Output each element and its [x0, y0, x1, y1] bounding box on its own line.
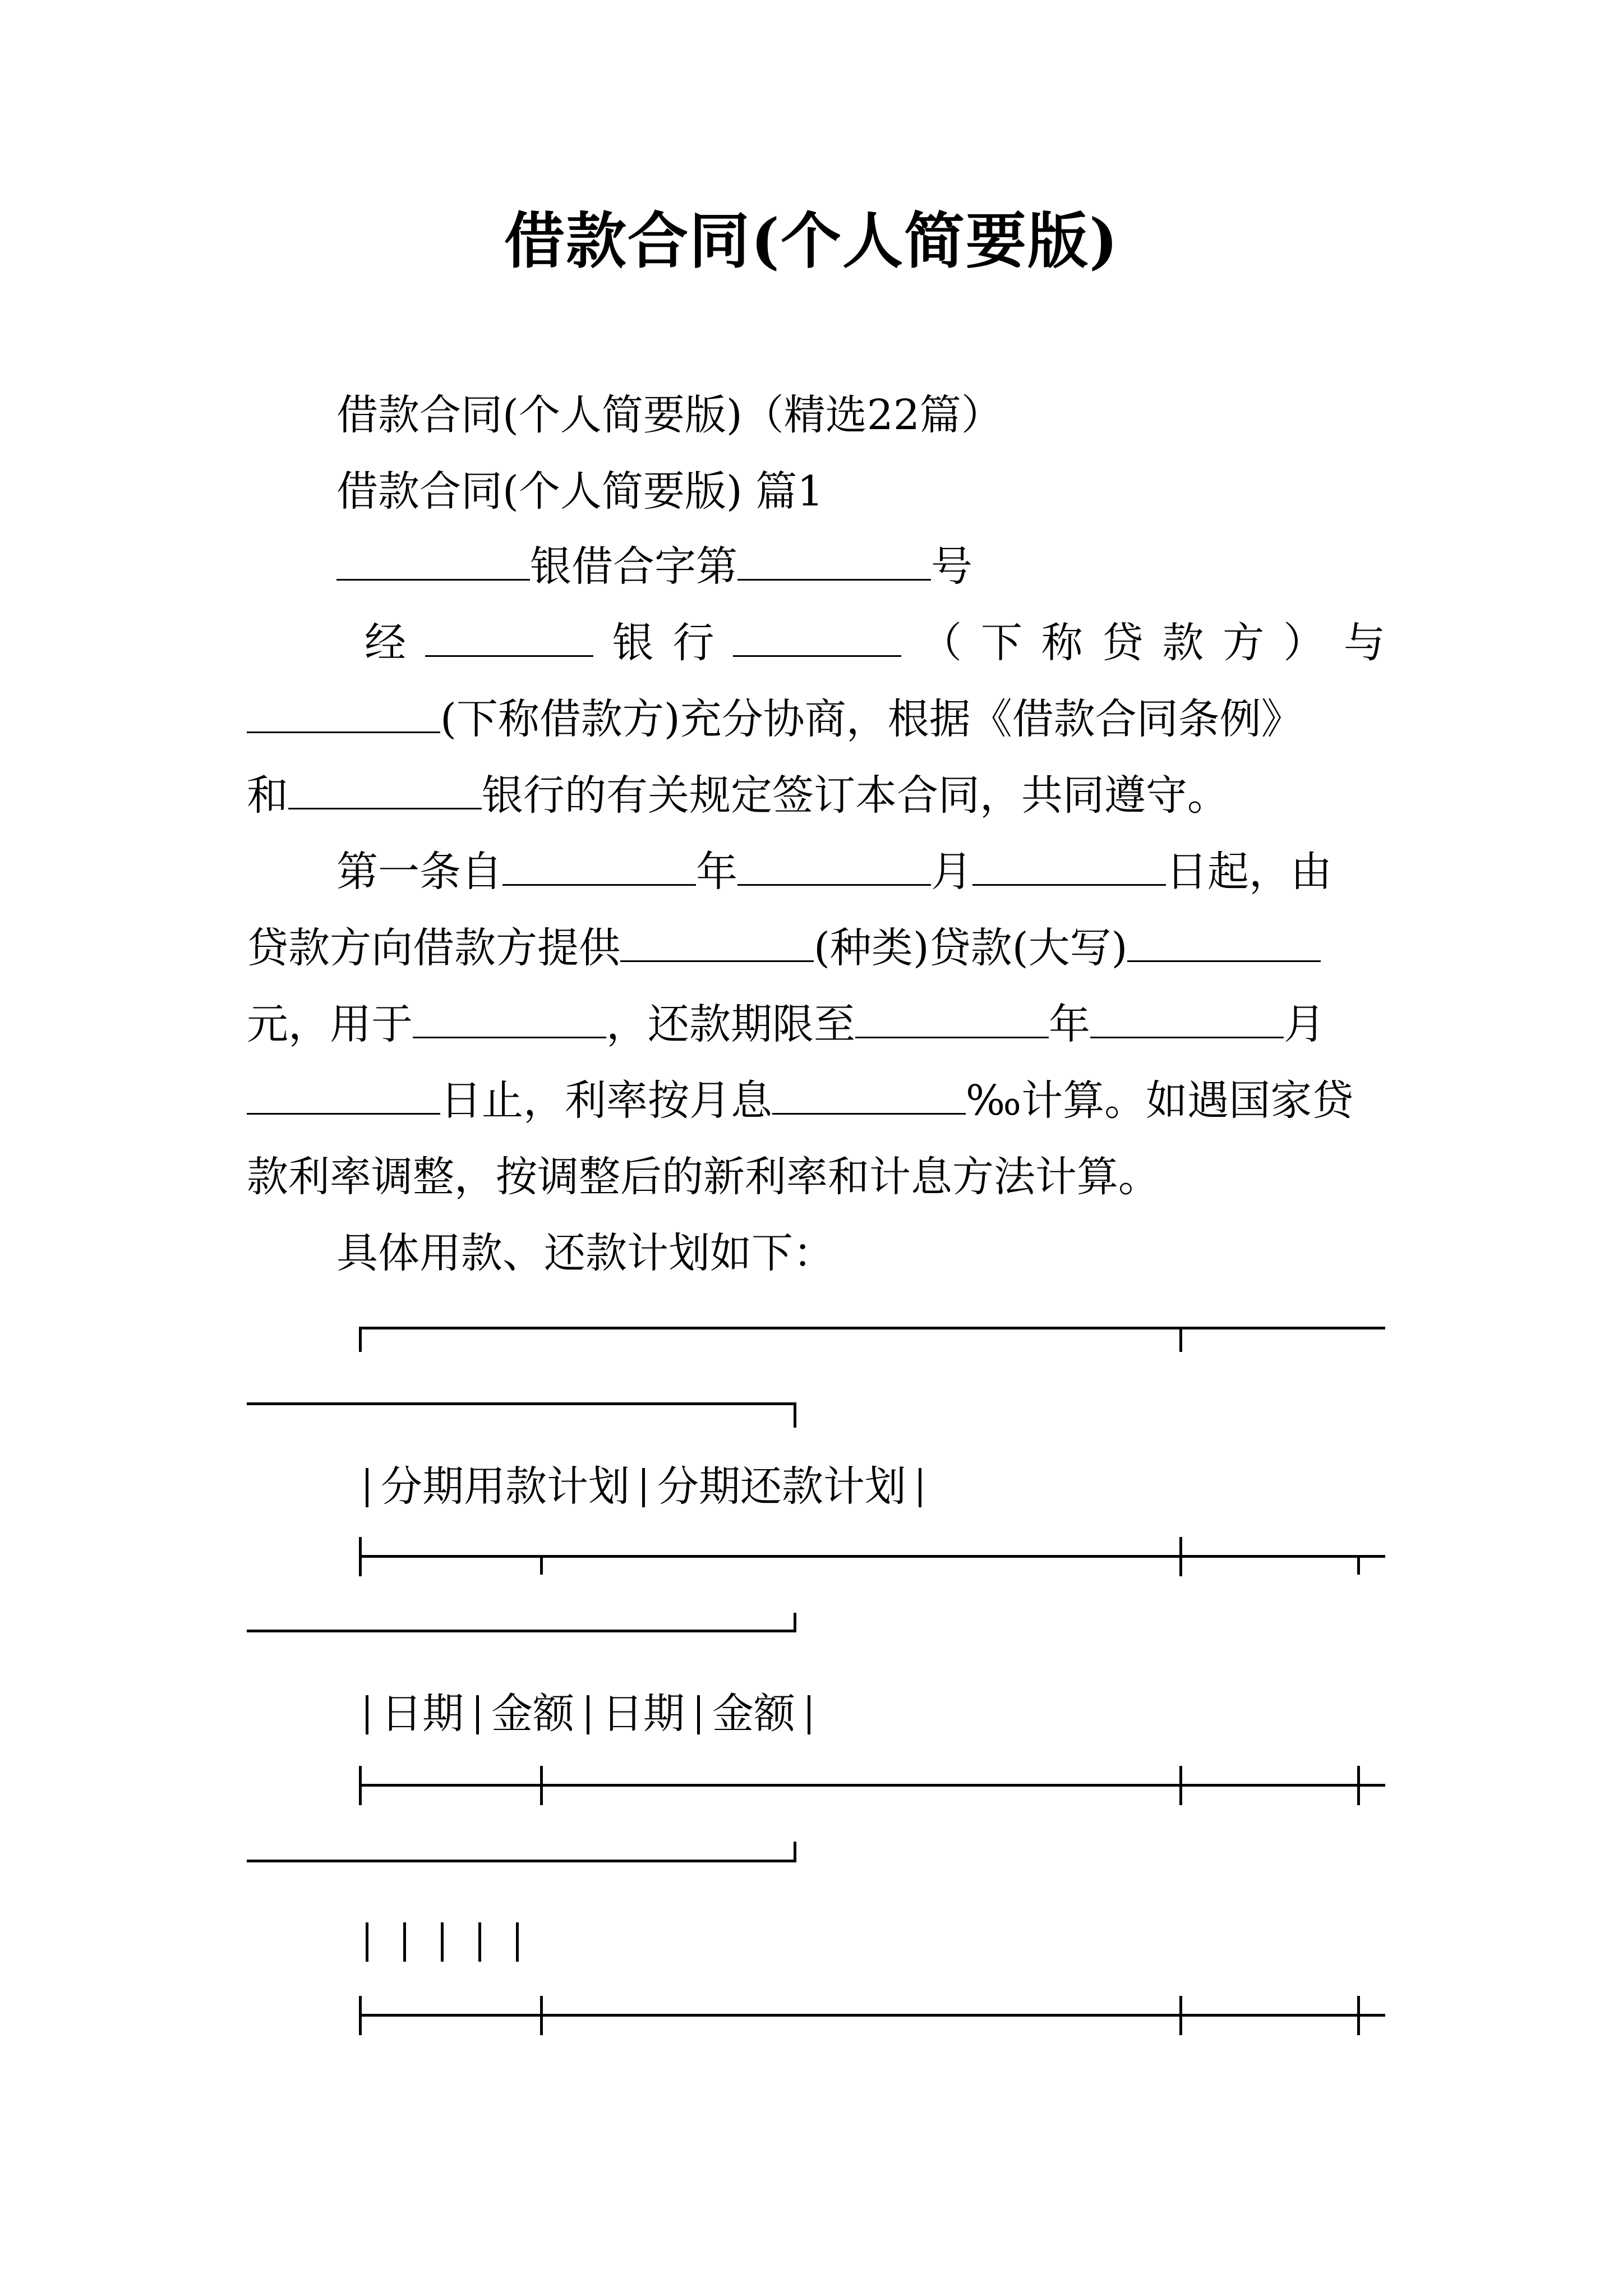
table-border-line [1357, 1555, 1360, 1575]
text-char: （ [920, 619, 962, 667]
article1-text: ，还款期限至 [606, 1000, 855, 1048]
text-char: 行 [672, 619, 714, 667]
article1-text: 年 [696, 848, 737, 896]
table-border-line [359, 1537, 362, 1576]
blank-field [247, 698, 440, 733]
table-row [353, 1458, 934, 1515]
blank-field [336, 545, 530, 581]
article1-text: 元，用于 [247, 1000, 413, 1048]
table-header-cell: 分期用款计划 [381, 1462, 630, 1511]
table-border-line [1179, 1766, 1182, 1805]
table-border-line [247, 1402, 796, 1405]
table-header-cell: 金额 [712, 1690, 795, 1738]
table-border-line [359, 1555, 1385, 1558]
table-header-cell: 分期还款计划 [657, 1462, 906, 1511]
chapter-heading: 借款合同(个人简要版) 篇1 [336, 467, 824, 516]
article1-text: (种类)贷款(大写) [814, 924, 1128, 972]
blank-field [1090, 1003, 1284, 1038]
text-char: 下 [980, 619, 1022, 667]
contract-number-line [336, 539, 972, 595]
table-header-cell: 金额 [491, 1690, 574, 1738]
table-border-line [247, 1860, 796, 1862]
article1-text: 月 [931, 848, 972, 896]
blank-field [737, 850, 931, 886]
article1-text: 年 [1049, 1000, 1090, 1048]
blank-field [733, 622, 901, 657]
text-char: 贷 [1101, 619, 1144, 667]
table-border-line [247, 1630, 796, 1632]
blank-field [247, 1079, 440, 1115]
contract-number-suffix: 号 [931, 542, 972, 591]
table-border-line [794, 1613, 796, 1632]
contract-number-label: 银借合字第 [530, 542, 737, 591]
table-border-line [540, 1766, 543, 1805]
para1-line3 [247, 767, 1229, 823]
article1-line4 [247, 1073, 1353, 1129]
article1-text: 贷款方向借款方提供 [247, 924, 620, 972]
table-border-line [1357, 1766, 1360, 1805]
article1-text: 第一条自 [336, 848, 502, 896]
table-border-line [1179, 1996, 1182, 2035]
article1-line2 [247, 920, 1321, 976]
table-border-line [359, 2014, 1385, 2017]
table-border-line [1357, 1996, 1360, 2035]
table-border-line [359, 1784, 1385, 1787]
blank-field [737, 545, 931, 581]
blank-field [972, 850, 1166, 886]
text-char: 方 [1223, 619, 1265, 667]
blank-field [288, 774, 482, 809]
table-border-line [1179, 1327, 1182, 1352]
article1-line3 [247, 996, 1325, 1052]
blank-field [1127, 927, 1321, 962]
blank-field [620, 927, 814, 962]
para1-line2 [247, 691, 1303, 747]
article1-text: ‰计算。如遇国家贷 [966, 1076, 1354, 1125]
document-title: 借款合同(个人简要版) [504, 206, 1119, 277]
table-border-line [359, 1766, 362, 1805]
text-char: ） [1283, 619, 1325, 667]
para1-text: 银行的有关规定签订本合同，共同遵守。 [482, 771, 1229, 820]
article1-text: 月 [1284, 1000, 1325, 1048]
article1-line5: 款利率调整，按调整后的新利率和计息方法计算。 [247, 1153, 1160, 1201]
table-border-line [794, 1842, 796, 1861]
table-header-cell: 日期 [381, 1690, 464, 1738]
article1-text: 日止，利率按月息 [440, 1076, 772, 1125]
table-border-line [1179, 1537, 1182, 1576]
para1-text: 和 [247, 771, 288, 820]
blank-field [772, 1079, 966, 1115]
table-header-cell: 日期 [602, 1690, 685, 1738]
blank-field [413, 1003, 606, 1038]
subtitle: 借款合同(个人简要版)（精选22篇） [336, 391, 1003, 439]
table-border-line [359, 1327, 1385, 1329]
para1-line1 [365, 615, 1385, 671]
text-char: 经 [365, 619, 406, 667]
table-border-line [540, 1555, 543, 1575]
text-char: 银 [612, 619, 654, 667]
plan-intro: 具体用款、还款计划如下： [336, 1229, 834, 1277]
table-border-line [794, 1402, 796, 1428]
table-border-line [540, 1996, 543, 2035]
text-char: 与 [1343, 619, 1385, 667]
blank-field [502, 850, 696, 886]
para1-text: (下称借款方)充分协商，根据《借款合同条例》 [440, 695, 1303, 743]
table-border-line [359, 1327, 362, 1352]
article1-line1 [336, 844, 1332, 900]
table-row [353, 1913, 531, 1969]
blank-field [425, 622, 593, 657]
article1-text: 日起，由 [1166, 848, 1332, 896]
text-char: 款 [1162, 619, 1204, 667]
blank-field [855, 1003, 1049, 1038]
text-char: 称 [1041, 619, 1083, 667]
table-border-line [359, 1996, 362, 2035]
table-row [353, 1686, 823, 1742]
